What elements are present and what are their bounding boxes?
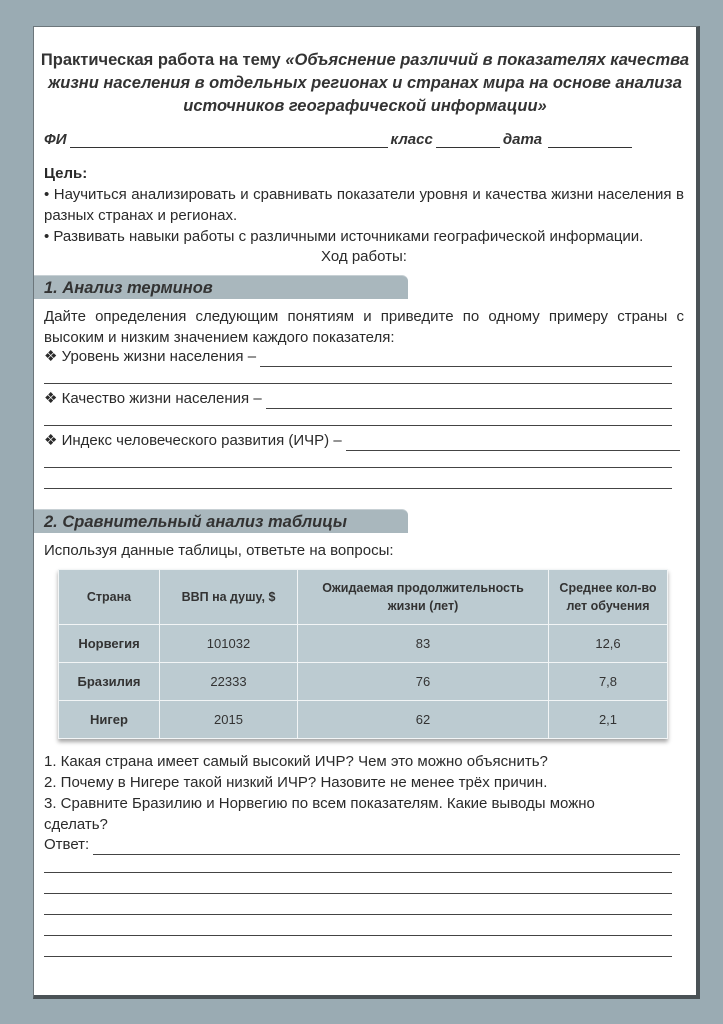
goal-item: • Развивать навыки работы с различными источниками географической информации. — [44, 228, 644, 245]
answer-line[interactable] — [44, 914, 672, 915]
term-row — [44, 388, 672, 409]
table-row — [59, 701, 668, 739]
answer-line[interactable] — [44, 956, 672, 957]
column-header: Ожидаемая продолжительность жизни (лет) — [298, 570, 549, 625]
question: 2. Почему в Нигере такой низкий ИЧР? Назовите не менее трёх причин. — [44, 774, 548, 791]
cell-life: 76 — [298, 663, 549, 701]
answer-row — [44, 834, 680, 855]
column-header: Среднее кол-во лет обучения — [549, 570, 668, 625]
answer-line[interactable] — [346, 435, 680, 451]
answer-line[interactable] — [44, 935, 672, 936]
section1-heading: 1. Анализ терминов — [34, 275, 408, 299]
answer-line[interactable] — [44, 872, 672, 873]
cell-country: Нигер — [59, 701, 160, 739]
fi-field[interactable] — [70, 132, 388, 148]
section1-intro: Дайте определения следующим понятиям и приведите по одному примеру страны с высоким и низким значением каждого показателя: — [44, 308, 684, 346]
answer-label: Ответ: — [44, 836, 90, 853]
term-row — [44, 346, 672, 367]
comparison-table — [58, 569, 668, 739]
section2-intro: Используя данные таблицы, ответьте на вопросы: — [44, 542, 394, 559]
cell-gdp: 101032 — [160, 625, 298, 663]
table-header-row — [59, 570, 668, 625]
answer-line[interactable] — [44, 488, 672, 489]
table-row — [59, 625, 668, 663]
class-field[interactable] — [436, 132, 500, 148]
answer-line[interactable] — [93, 839, 680, 855]
cell-school: 12,6 — [549, 625, 668, 663]
cell-life: 83 — [298, 625, 549, 663]
term-row — [44, 430, 680, 451]
date-label: дата — [502, 131, 543, 148]
cell-country: Бразилия — [59, 663, 160, 701]
goal-item: • Научиться анализировать и сравнивать показатели уровня и качества жизни населения в разных странах и регионах. — [44, 186, 684, 224]
section2-heading: 2. Сравнительный анализ таблицы — [34, 509, 408, 533]
table-row — [59, 663, 668, 701]
answer-line[interactable] — [44, 425, 672, 426]
cell-school: 2,1 — [549, 701, 668, 739]
student-info-row — [44, 131, 684, 148]
answer-line[interactable] — [44, 467, 672, 468]
term-label: ❖ Индекс человеческого развития (ИЧР) – — [44, 432, 342, 449]
class-label: класс — [390, 131, 433, 148]
page-title — [34, 49, 696, 118]
worksheet-page — [33, 26, 700, 999]
cell-gdp: 2015 — [160, 701, 298, 739]
goal-heading: Цель: — [44, 165, 88, 182]
cell-gdp: 22333 — [160, 663, 298, 701]
cell-life: 62 — [298, 701, 549, 739]
term-label: ❖ Уровень жизни населения – — [44, 348, 257, 365]
column-header: ВВП на душу, $ — [160, 570, 298, 625]
term-label: ❖ Качество жизни населения – — [44, 390, 262, 407]
title-plain: Практическая работа на тему — [40, 51, 286, 69]
cell-country: Норвегия — [59, 625, 160, 663]
answer-line[interactable] — [44, 893, 672, 894]
title-topic: «Объяснение различий в показателях качества жизни населения в отдельных регионах и странах мира на основе анализа источников географической информации» — [48, 51, 690, 115]
cell-school: 7,8 — [549, 663, 668, 701]
answer-line[interactable] — [266, 393, 672, 409]
question: 3. Сравните Бразилию и Норвегию по всем показателям. Какие выводы можно сделать? — [44, 795, 595, 833]
date-field[interactable] — [548, 132, 632, 148]
answer-line[interactable] — [44, 383, 672, 384]
column-header: Страна — [59, 570, 160, 625]
progress-heading: Ход работы: — [321, 248, 407, 265]
fi-label: ФИ — [44, 131, 67, 148]
answer-line[interactable] — [260, 351, 672, 367]
question: 1. Какая страна имеет самый высокий ИЧР? Чем это можно объяснить? — [44, 753, 548, 770]
